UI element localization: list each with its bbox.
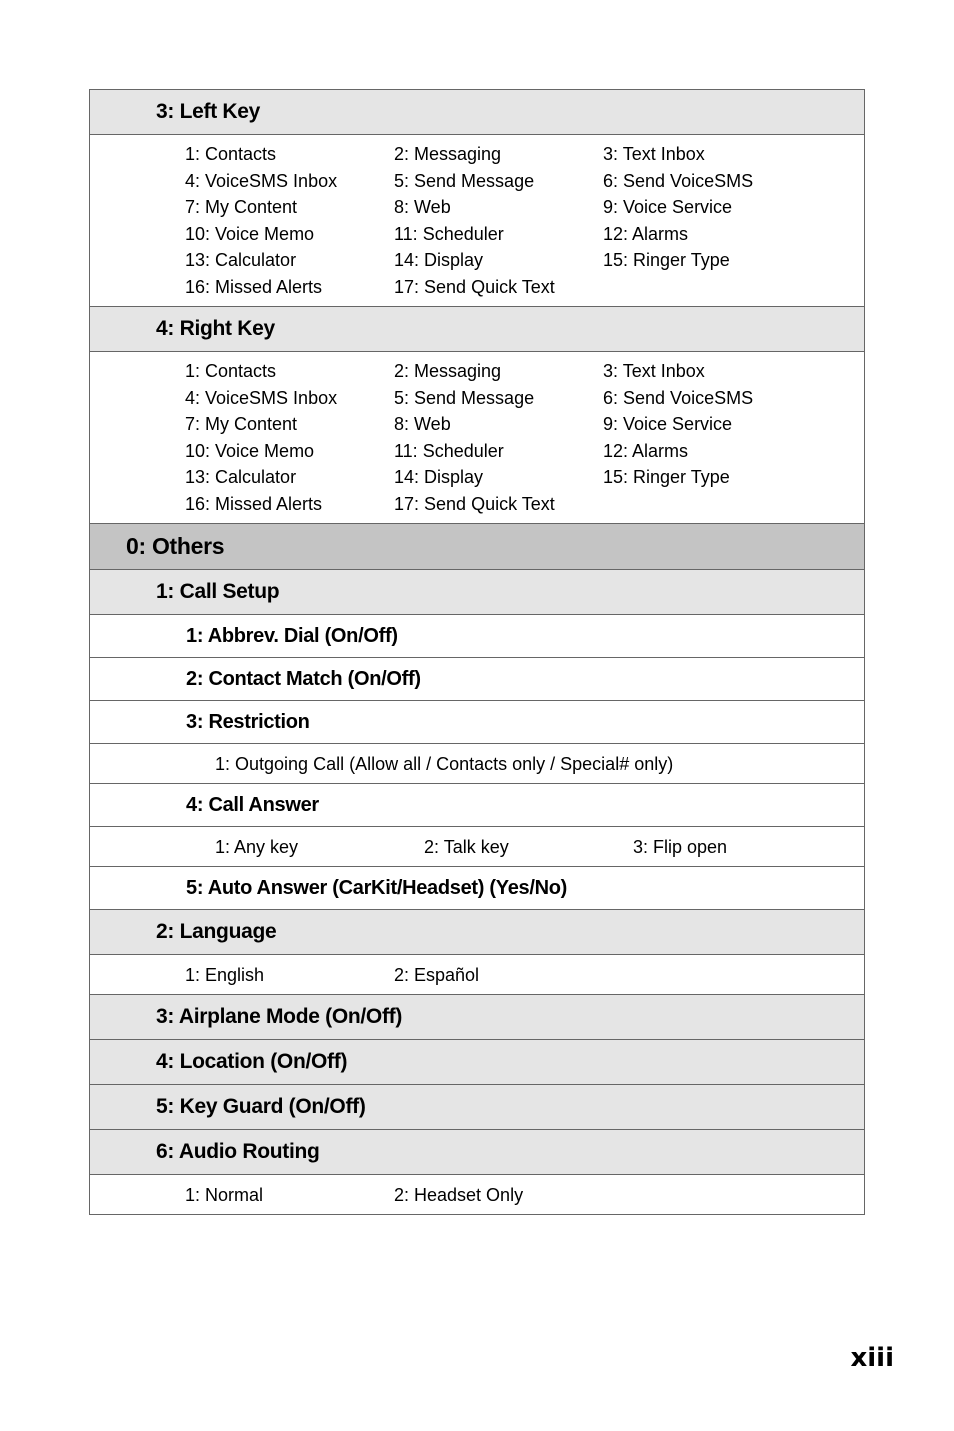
menu-heading-label: 2: Language <box>156 920 277 943</box>
menu-option: 1: Normal <box>185 1185 264 1205</box>
menu-heading-2-language <box>90 910 864 955</box>
menu-option: 10: Voice Memo <box>185 223 315 244</box>
menu-option: 9: Voice Service <box>603 414 733 435</box>
menu-heading-label: 0: Others <box>126 533 225 559</box>
menu-option: 2: Messaging <box>394 361 502 381</box>
menu-option: 16: Missed Alerts <box>185 276 323 297</box>
menu-option: 13: Calculator <box>185 467 297 488</box>
options-row <box>90 141 864 168</box>
options-row <box>90 750 864 778</box>
menu-heading-label: 4: Call Answer <box>186 793 319 816</box>
menu-option: 8: Web <box>394 414 451 435</box>
menu-option: 2: Talk key <box>424 837 509 857</box>
submenu-options-grid <box>90 135 864 307</box>
options-row <box>90 833 864 861</box>
menu-option: 1: Contacts <box>185 144 277 164</box>
options-row <box>90 358 864 385</box>
menu-option: 1: Contacts <box>185 361 277 381</box>
menu-heading-6-audio-routing <box>90 1130 864 1175</box>
menu-option: 1: Any key <box>215 837 299 857</box>
options-row <box>90 411 864 438</box>
menu-option: 8: Web <box>394 197 451 218</box>
menu-option: 5: Send Message <box>394 170 535 191</box>
menu-option: 16: Missed Alerts <box>185 493 323 514</box>
options-row <box>90 221 864 248</box>
menu-heading-4-right-key <box>90 307 864 352</box>
menu-heading-label: 3: Airplane Mode (On/Off) <box>156 1005 403 1028</box>
menu-option: 10: Voice Memo <box>185 440 315 461</box>
options-row <box>90 385 864 412</box>
menu-heading-label: 1: Abbrev. Dial (On/Off) <box>186 624 398 647</box>
menu-option: 14: Display <box>394 467 484 488</box>
menu-option: 5: Send Message <box>394 387 535 408</box>
menu-option: 11: Scheduler <box>394 223 504 244</box>
submenu-options-grid <box>90 352 864 524</box>
menu-option: 7: My Content <box>185 414 298 435</box>
menu-option: 12: Alarms <box>603 440 689 461</box>
options-row <box>90 961 864 989</box>
menu-heading-label: 3: Left Key <box>156 100 261 123</box>
options-row <box>90 491 864 518</box>
menu-heading-label: 2: Contact Match (On/Off) <box>186 667 421 690</box>
menu-heading-1-abbrev-dial-on-off <box>90 615 864 658</box>
options-row <box>90 247 864 274</box>
options-row <box>90 438 864 465</box>
menu-heading-5-key-guard-on-off <box>90 1085 864 1130</box>
options-row <box>90 274 864 301</box>
menu-option: 3: Flip open <box>633 837 728 857</box>
menu-heading-label: 3: Restriction <box>186 710 310 733</box>
submenu-options-list <box>90 955 864 995</box>
menu-option: 15: Ringer Type <box>603 467 730 488</box>
menu-option: 11: Scheduler <box>394 440 504 461</box>
menu-option: 15: Ringer Type <box>603 250 730 271</box>
menu-option: 3: Text Inbox <box>603 361 705 381</box>
menu-heading-4-call-answer <box>90 784 864 827</box>
menu-option: 14: Display <box>394 250 484 271</box>
menu-option: 17: Send Quick Text <box>394 493 555 514</box>
menu-option: 6: Send VoiceSMS <box>603 170 754 191</box>
menu-option: 1: Outgoing Call (Allow all / Contacts only / Special# only) <box>215 754 674 774</box>
menu-option: 17: Send Quick Text <box>394 276 555 297</box>
menu-option: 2: Headset Only <box>394 1185 524 1205</box>
submenu-options-list <box>90 744 864 784</box>
submenu-options-list <box>90 827 864 867</box>
menu-heading-label: 6: Audio Routing <box>156 1140 320 1163</box>
menu-heading-2-contact-match-on-off <box>90 658 864 701</box>
menu-heading-0-others <box>90 524 864 570</box>
options-row <box>90 168 864 195</box>
menu-heading-3-left-key <box>90 90 864 135</box>
menu-option: 13: Calculator <box>185 250 297 271</box>
menu-heading-3-restriction <box>90 701 864 744</box>
menu-option: 2: Español <box>394 965 480 985</box>
menu-option: 4: VoiceSMS Inbox <box>185 170 338 191</box>
menu-heading-4-location-on-off <box>90 1040 864 1085</box>
menu-heading-3-airplane-mode-on-off <box>90 995 864 1040</box>
submenu-options-list <box>90 1175 864 1215</box>
options-row <box>90 194 864 221</box>
menu-option: 2: Messaging <box>394 144 502 164</box>
menu-option: 4: VoiceSMS Inbox <box>185 387 338 408</box>
menu-option: 9: Voice Service <box>603 197 733 218</box>
menu-option: 6: Send VoiceSMS <box>603 387 754 408</box>
menu-option: 7: My Content <box>185 197 298 218</box>
menu-tree-table <box>89 89 865 1215</box>
menu-option: 12: Alarms <box>603 223 689 244</box>
menu-heading-label: 4: Right Key <box>156 317 275 340</box>
menu-heading-1-call-setup <box>90 570 864 615</box>
page-number: xiii <box>850 1343 894 1373</box>
options-row <box>90 1181 864 1209</box>
menu-heading-label: 1: Call Setup <box>156 580 280 603</box>
menu-option: 1: English <box>185 965 265 985</box>
menu-option: 3: Text Inbox <box>603 144 705 164</box>
menu-heading-label: 5: Key Guard (On/Off) <box>156 1095 366 1118</box>
menu-heading-label: 5: Auto Answer (CarKit/Headset) (Yes/No) <box>186 876 568 899</box>
menu-heading-label: 4: Location (On/Off) <box>156 1050 348 1073</box>
menu-heading-5-auto-answer-carkit-headset-yes-no <box>90 867 864 910</box>
options-row <box>90 464 864 491</box>
